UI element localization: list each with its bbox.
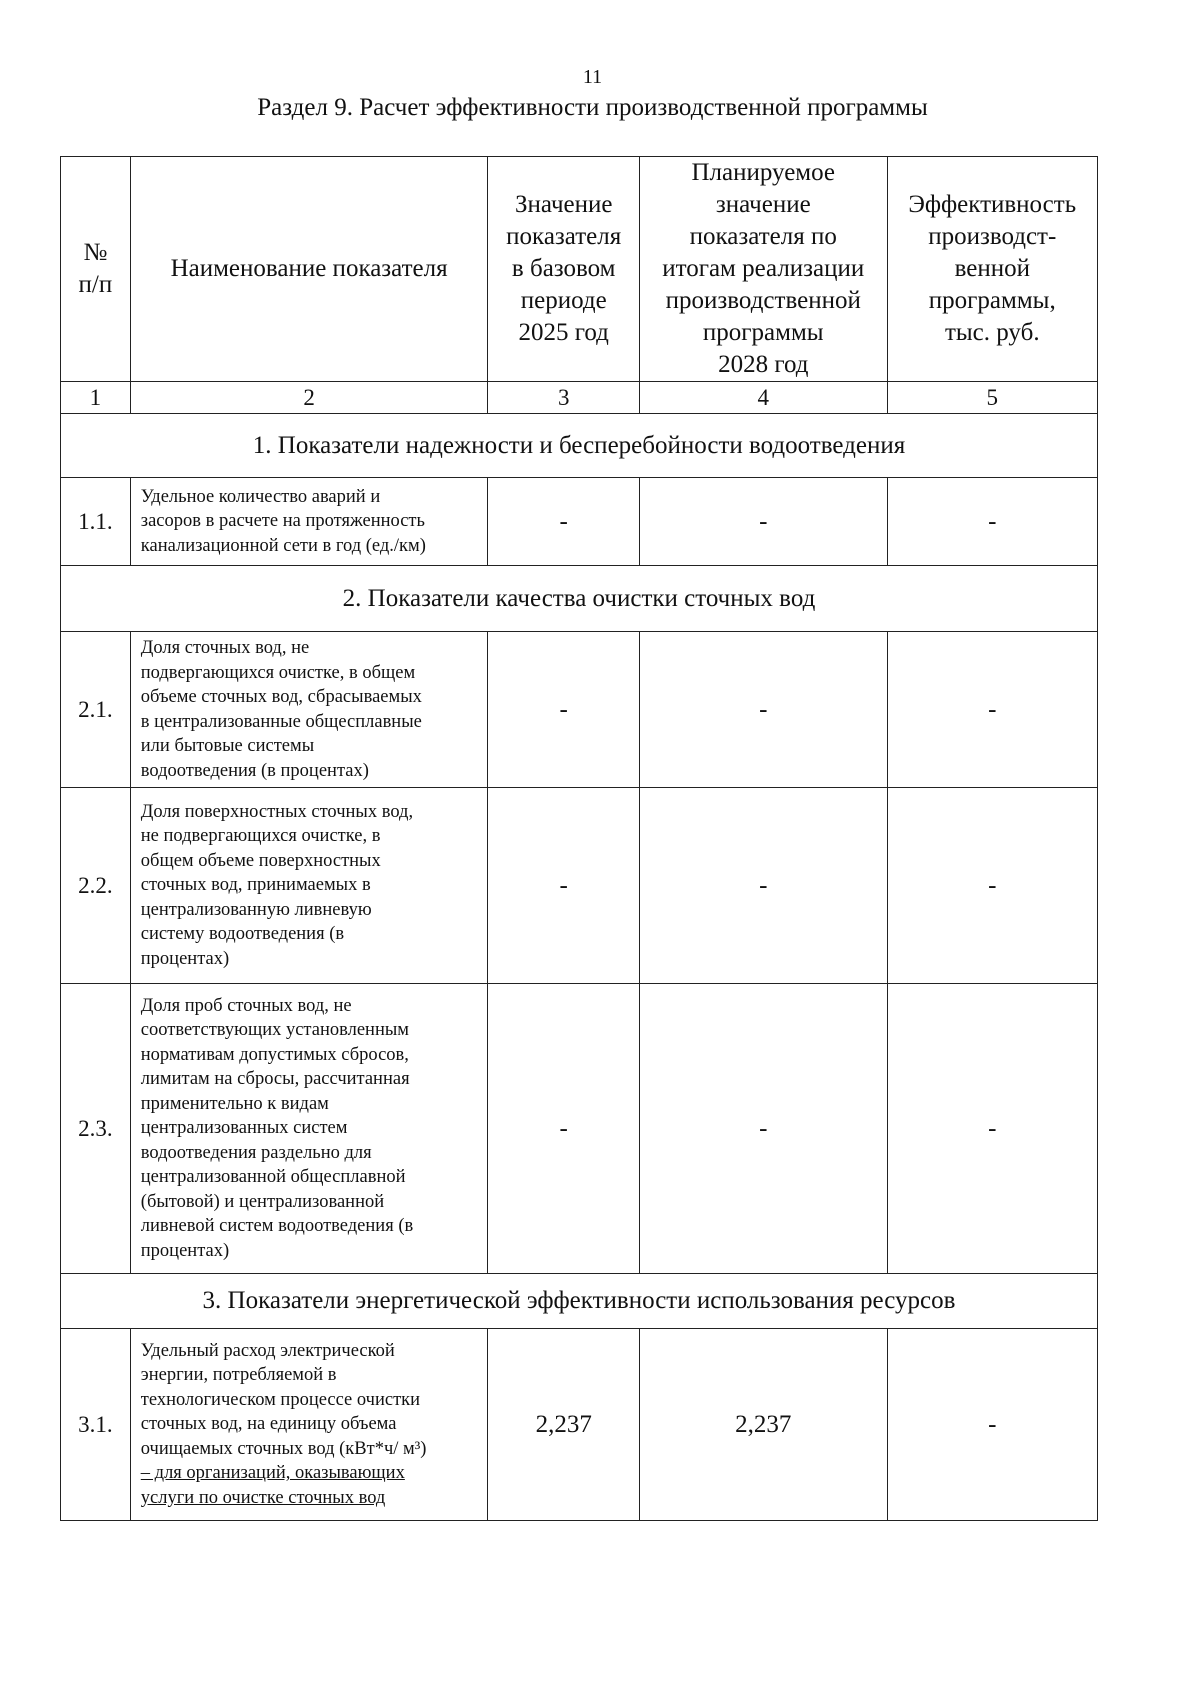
row-number: 2.1.: [61, 632, 131, 788]
column-number: 4: [640, 382, 888, 414]
group-row: [61, 566, 1098, 632]
section-title: Раздел 9. Расчет эффективности производственной программы: [257, 94, 928, 121]
efficiency-value: -: [887, 788, 1097, 984]
indicator-name: Доля поверхностных сточных вод, не подвергающихся очистке, в общем объеме поверхностных сточных вод, принимаемых в централизованную ливневую систему водоотведения (в процентах): [130, 788, 488, 984]
page-number: 11: [582, 66, 603, 88]
efficiency-value: -: [887, 984, 1097, 1274]
column-number: 2: [130, 382, 488, 414]
indicator-name: Удельное количество аварий и засоров в расчете на протяженность канализационной сети в год (ед./км): [130, 478, 488, 566]
base-value: -: [488, 984, 640, 1274]
planned-value: -: [640, 632, 888, 788]
column-number: 3: [488, 382, 640, 414]
base-value: -: [488, 788, 640, 984]
header-indicator-name: Наименование показателя: [130, 157, 488, 382]
row-number: 3.1.: [61, 1329, 131, 1521]
base-value: 2,237: [488, 1329, 640, 1521]
indicator-name: Доля сточных вод, не подвергающихся очистке, в общем объеме сточных вод, сбрасываемых в централизованные общесплавные или бытовые системы водоотведения (в процентах): [130, 632, 488, 788]
efficiency-table: [60, 156, 1098, 1521]
planned-value: -: [640, 788, 888, 984]
planned-value: -: [640, 984, 888, 1274]
base-value: -: [488, 478, 640, 566]
table-row: [61, 632, 1098, 788]
base-value: -: [488, 632, 640, 788]
table-row: [61, 478, 1098, 566]
header-number: № п/п: [61, 157, 131, 382]
column-number-row: [61, 382, 1098, 414]
table-row: [61, 984, 1098, 1274]
header-planned-value: Планируемое значение показателя по итогам реализации производственной программы 2028 год: [640, 157, 888, 382]
table-header-row: [61, 157, 1098, 382]
group-row: [61, 1274, 1098, 1329]
planned-value: -: [640, 478, 888, 566]
efficiency-value: -: [887, 632, 1097, 788]
row-number: 1.1.: [61, 478, 131, 566]
indicator-name: Удельный расход электрической энергии, потребляемой в технологическом процессе очистки сточных вод, на единицу объема очищаемых сточных вод (кВт*ч/ м³) – для организаций, оказывающих услуги по очистке сточных вод: [130, 1329, 488, 1521]
row-number: 2.3.: [61, 984, 131, 1274]
group-title: 3. Показатели энергетической эффективности использования ресурсов: [61, 1274, 1098, 1329]
group-row: [61, 414, 1098, 478]
table-row: [61, 1329, 1098, 1521]
table-row: [61, 788, 1098, 984]
group-title: 2. Показатели качества очистки сточных вод: [61, 566, 1098, 632]
header-base-value: Значение показателя в базовом периоде 2025 год: [488, 157, 640, 382]
column-number: 1: [61, 382, 131, 414]
row-number: 2.2.: [61, 788, 131, 984]
efficiency-value: -: [887, 1329, 1097, 1521]
header-efficiency: Эффективность производст- венной программы, тыс. руб.: [887, 157, 1097, 382]
column-number: 5: [887, 382, 1097, 414]
indicator-name: Доля проб сточных вод, не соответствующих установленным нормативам допустимых сбросов, лимитам на сбросы, рассчитанная применительно к видам централизованных систем водоотведения раздельно для централизованной общесплавной (бытовой) и централизованной ливневой систем водоотведения (в процентах): [130, 984, 488, 1274]
group-title: 1. Показатели надежности и бесперебойности водоотведения: [61, 414, 1098, 478]
efficiency-value: -: [887, 478, 1097, 566]
planned-value: 2,237: [640, 1329, 888, 1521]
